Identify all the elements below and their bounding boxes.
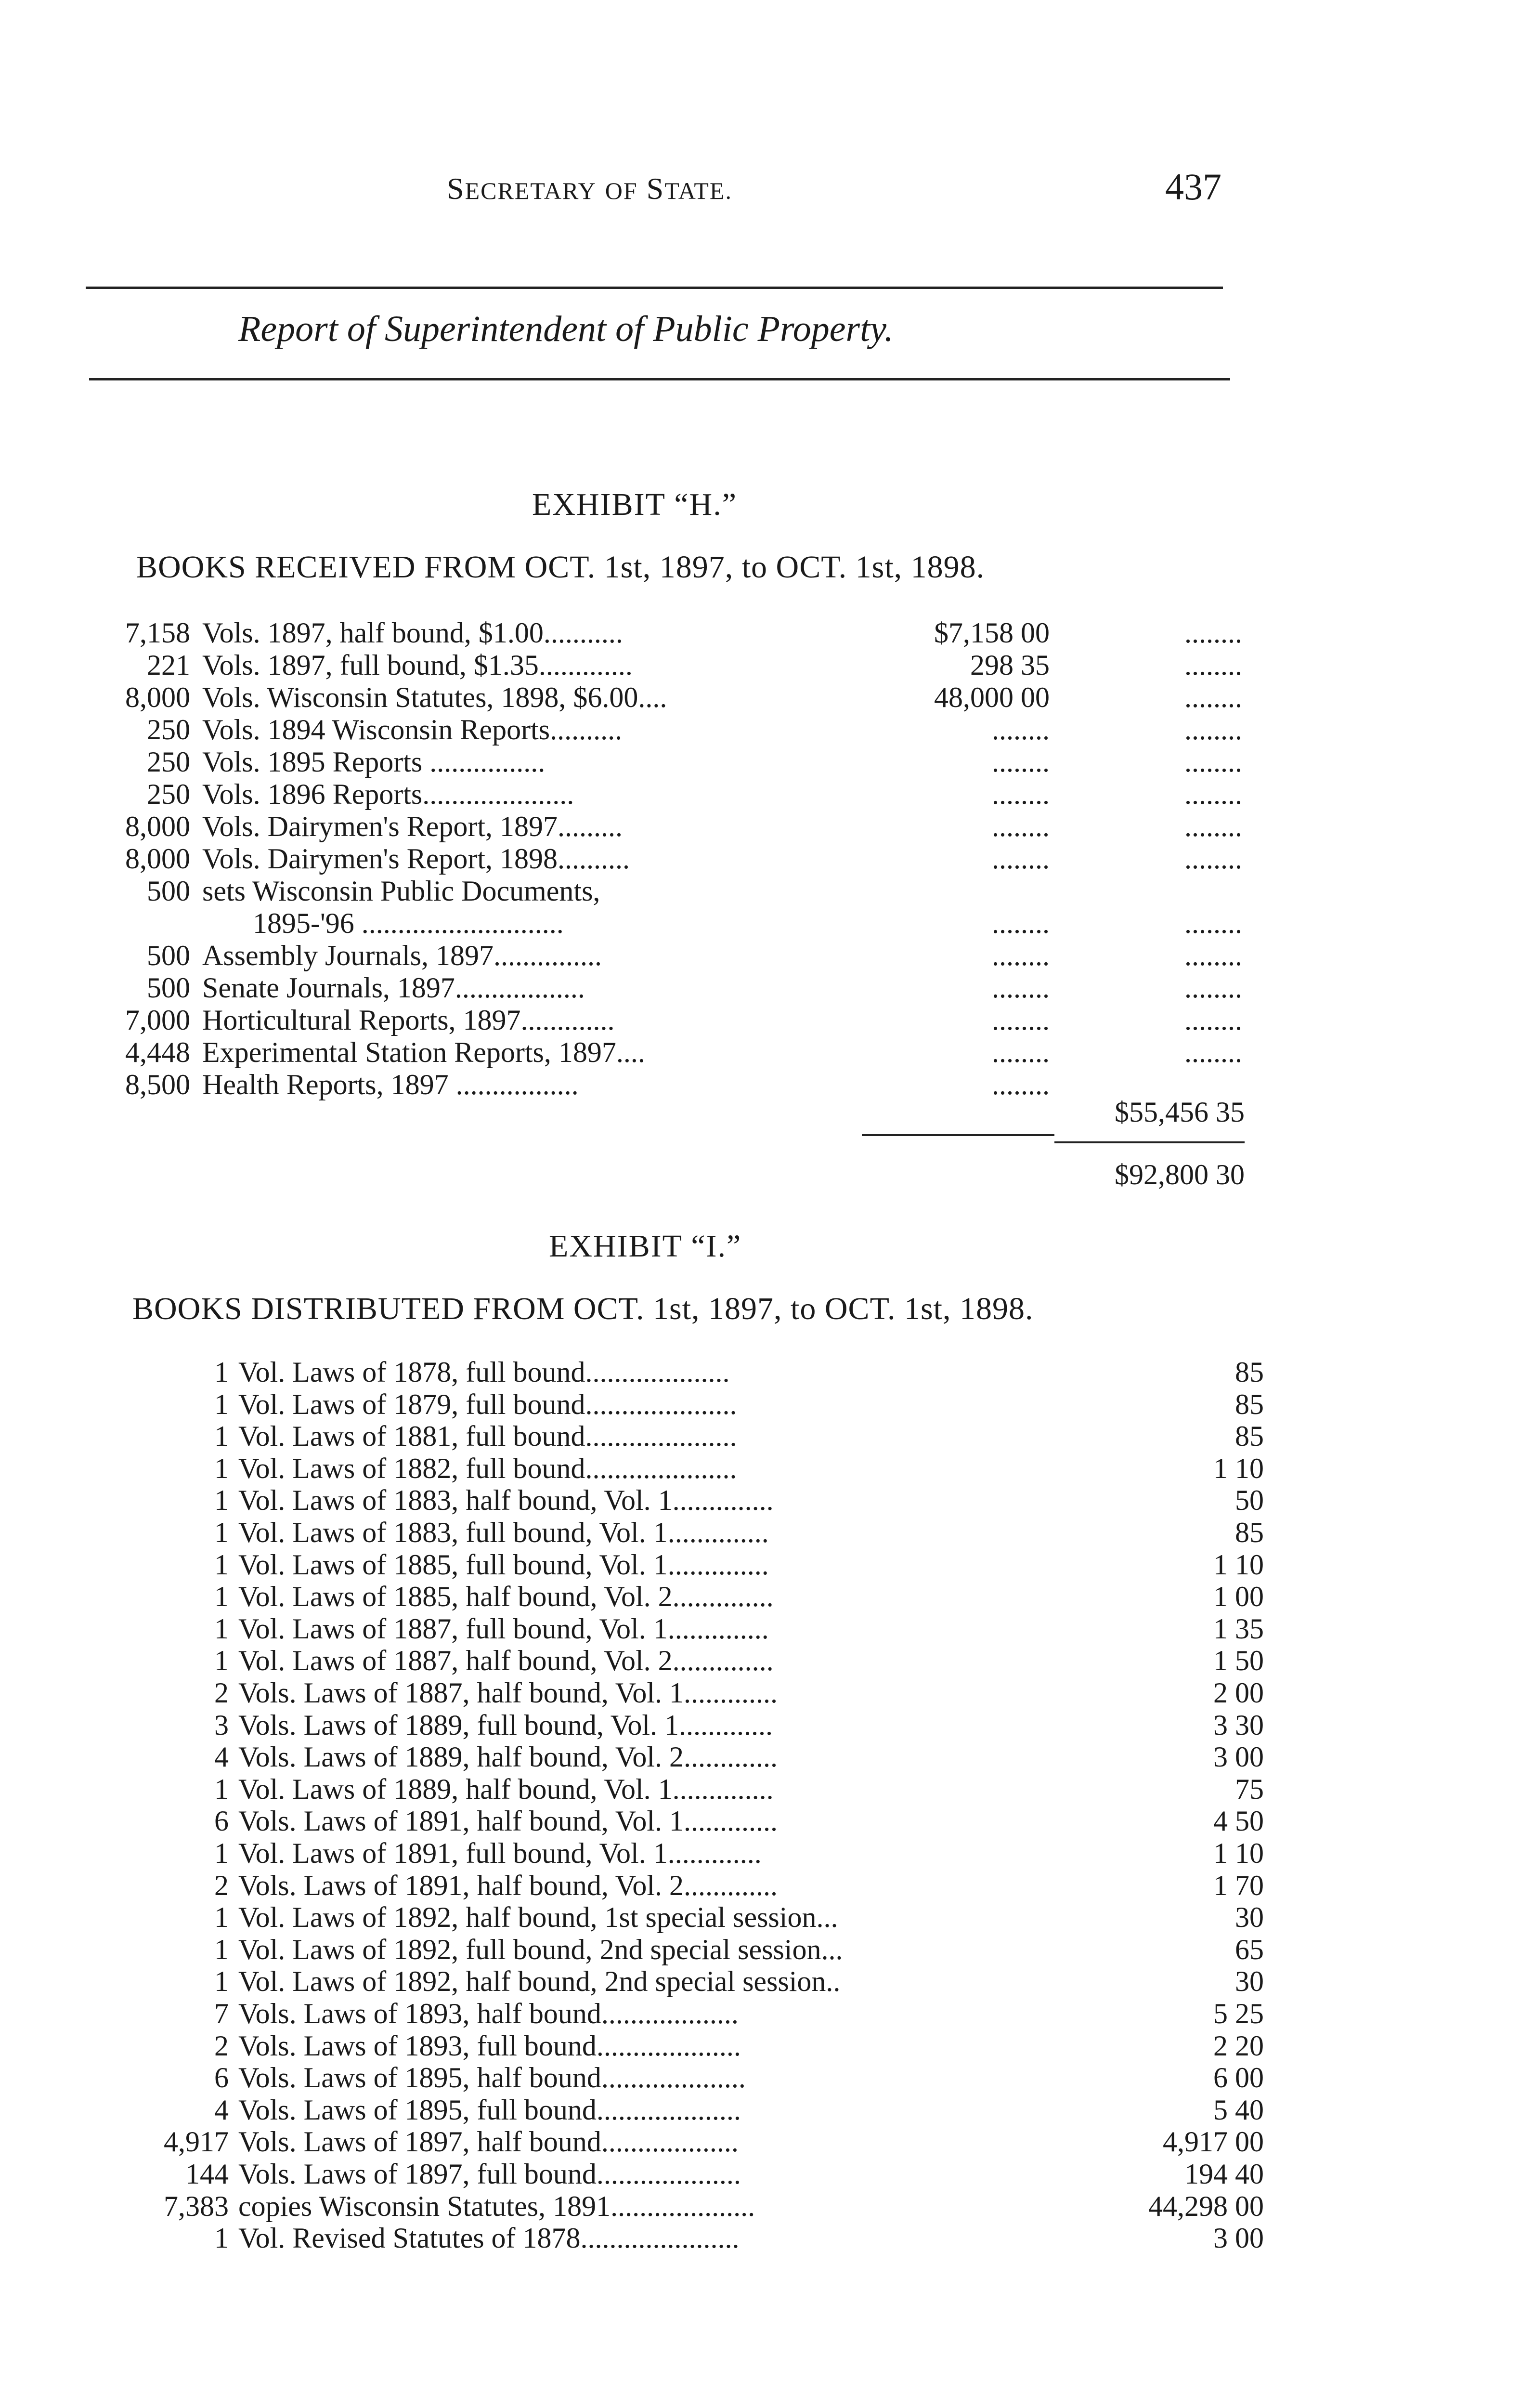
value-cell: ........	[992, 843, 1050, 875]
total-cell: ........	[1184, 649, 1242, 681]
description-cell: Vol. Laws of 1885, half bound, Vol. 2..............	[238, 1581, 774, 1612]
value-cell: ........	[992, 746, 1050, 778]
exhibit-i-row	[0, 1420, 1533, 1453]
amount-cell: 3 30	[1213, 1709, 1264, 1741]
exhibit-i-row	[0, 1933, 1533, 1966]
quantity-cell: 1	[214, 1388, 229, 1420]
quantity-cell: 1	[214, 1356, 229, 1388]
amount-cell: 1 10	[1213, 1837, 1264, 1869]
quantity-cell: 7,000	[125, 1004, 190, 1036]
description-cell: Vol. Laws of 1887, full bound, Vol. 1..............	[238, 1613, 769, 1645]
value-cell: ........	[992, 907, 1050, 939]
amount-cell: 3 00	[1213, 1741, 1264, 1773]
description-cell: Vol. Laws of 1879, full bound.....................	[238, 1388, 737, 1420]
description-cell: 1895-'96 ............................	[253, 907, 564, 939]
exhibit-h-row	[0, 1004, 1533, 1036]
subtotal-rule	[862, 1134, 1054, 1136]
exhibit-i-row	[0, 1676, 1533, 1709]
quantity-cell: 1	[214, 1837, 229, 1869]
description-cell: Vol. Laws of 1889, half bound, Vol. 1..............	[238, 1773, 774, 1805]
quantity-cell: 221	[147, 649, 190, 681]
description-cell: Vols. Wisconsin Statutes, 1898, $6.00....	[202, 681, 667, 713]
quantity-cell: 1	[214, 1645, 229, 1676]
description-cell: Vol. Laws of 1883, half bound, Vol. 1..............	[238, 1484, 774, 1516]
description-cell: Vols. Dairymen's Report, 1897.........	[202, 811, 623, 842]
description-cell: Vols. Laws of 1893, half bound...................	[238, 1998, 739, 2029]
exhibit-i-row	[0, 1837, 1533, 1870]
quantity-cell: 250	[147, 778, 190, 810]
exhibit-i-row	[0, 2190, 1533, 2223]
amount-cell: 1 70	[1213, 1870, 1264, 1901]
description-cell: Vols. Laws of 1889, half bound, Vol. 2.............	[238, 1741, 778, 1773]
quantity-cell: 2	[214, 2030, 229, 2062]
quantity-cell: 1	[214, 1549, 229, 1581]
exhibit-h-title: BOOKS RECEIVED FROM OCT. 1st, 1897, to OCT. 1st, 1898.	[136, 550, 985, 585]
amount-cell: 5 25	[1213, 1998, 1264, 2029]
quantity-cell: 3	[214, 1709, 229, 1741]
exhibit-i-row	[0, 1741, 1533, 1773]
amount-cell: 85	[1235, 1420, 1264, 1452]
header-word-secretary: ECRETARY	[465, 177, 597, 204]
exhibit-i-row	[0, 2222, 1533, 2254]
description-cell: Vols. Dairymen's Report, 1898..........	[202, 843, 630, 875]
total-rule	[1054, 1141, 1245, 1143]
description-cell: Vol. Laws of 1892, half bound, 2nd special session..	[238, 1965, 841, 1997]
amount-cell: 1 50	[1213, 1645, 1264, 1676]
amount-cell: 50	[1235, 1484, 1264, 1516]
header-word-state: TATE.	[664, 177, 732, 204]
total-cell: ........	[1184, 617, 1242, 649]
amount-cell: 75	[1235, 1773, 1264, 1805]
quantity-cell: 1	[214, 1901, 229, 1933]
quantity-cell: 7	[214, 1998, 229, 2029]
value-cell: $7,158 00	[934, 617, 1050, 649]
quantity-cell: 4	[214, 2094, 229, 2126]
exhibit-i-row	[0, 2029, 1533, 2062]
value-cell: ........	[992, 1036, 1050, 1068]
value-cell: ........	[992, 714, 1050, 746]
exhibit-i-row	[0, 1548, 1533, 1581]
value-cell: ........	[992, 811, 1050, 842]
value-cell: ........	[992, 778, 1050, 810]
description-cell: Vol. Laws of 1883, full bound, Vol. 1..............	[238, 1517, 769, 1548]
description-cell: Vols. Laws of 1893, full bound....................	[238, 2030, 741, 2062]
quantity-cell: 1	[214, 1773, 229, 1805]
description-cell: Vols. Laws of 1889, full bound, Vol. 1.............	[238, 1709, 773, 1741]
amount-cell: 194 40	[1184, 2158, 1264, 2190]
description-cell: sets Wisconsin Public Documents,	[202, 875, 600, 907]
description-cell: Vols. 1894 Wisconsin Reports..........	[202, 714, 623, 746]
quantity-cell: 1	[214, 2222, 229, 2254]
amount-cell: 5 40	[1213, 2094, 1264, 2126]
quantity-cell: 1	[214, 1420, 229, 1452]
header-initial-s: S	[447, 171, 465, 206]
description-cell: Vols. Laws of 1897, full bound....................	[238, 2158, 741, 2190]
amount-cell: 30	[1235, 1965, 1264, 1997]
exhibit-i-row	[0, 2125, 1533, 2158]
description-cell: Vols. 1896 Reports.....................	[202, 778, 574, 810]
amount-cell: 4 50	[1213, 1805, 1264, 1837]
amount-cell: 2 00	[1213, 1677, 1264, 1709]
description-cell: Vol. Laws of 1882, full bound.....................	[238, 1453, 737, 1484]
amount-cell: 44,298 00	[1148, 2190, 1264, 2222]
description-cell: Senate Journals, 1897..................	[202, 972, 585, 1004]
page-number: 437	[1165, 166, 1221, 208]
description-cell: Vol. Laws of 1892, full bound, 2nd special session...	[238, 1934, 843, 1965]
exhibit-h-row	[0, 939, 1533, 972]
amount-cell: 1 35	[1213, 1613, 1264, 1645]
exhibit-i-row	[0, 2158, 1533, 2190]
quantity-cell: 8,500	[125, 1069, 190, 1100]
quantity-cell: 250	[147, 746, 190, 778]
value-cell: ........	[992, 1069, 1050, 1100]
description-cell: Vol. Laws of 1891, full bound, Vol. 1.............	[238, 1837, 762, 1869]
exhibit-i-heading: EXHIBIT “I.”	[549, 1229, 742, 1264]
total-cell: ........	[1184, 714, 1242, 746]
amount-cell: 6 00	[1213, 2062, 1264, 2094]
quantity-cell: 144	[185, 2158, 229, 2190]
description-cell: Vol. Revised Statutes of 1878......................	[238, 2222, 740, 2254]
quantity-cell: 7,158	[125, 617, 190, 649]
exhibit-i-row	[0, 1805, 1533, 1837]
total-cell: ........	[1184, 746, 1242, 778]
exhibit-i-row	[0, 1516, 1533, 1549]
top-rule	[86, 287, 1223, 289]
amount-cell: 85	[1235, 1356, 1264, 1388]
amount-cell: 4,917 00	[1163, 2126, 1264, 2158]
total-cell: ........	[1184, 681, 1242, 713]
exhibit-i-row	[0, 1997, 1533, 2030]
exhibit-i-row	[0, 1388, 1533, 1421]
description-cell: Vols. Laws of 1887, half bound, Vol. 1.............	[238, 1677, 778, 1709]
quantity-cell: 1	[214, 1453, 229, 1484]
description-cell: Vols. 1897, half bound, $1.00...........	[202, 617, 623, 649]
value-cell: ........	[992, 1004, 1050, 1036]
quantity-cell: 1	[214, 1517, 229, 1548]
amount-cell: 3 00	[1213, 2222, 1264, 2254]
quantity-cell: 4,917	[164, 2126, 229, 2158]
exhibit-h-row	[0, 810, 1533, 843]
exhibit-h-row	[0, 616, 1533, 649]
exhibit-h-row	[0, 971, 1533, 1004]
header-initial-s2: S	[646, 171, 665, 206]
description-cell: Health Reports, 1897 .................	[202, 1069, 579, 1100]
total-cell: ........	[1184, 907, 1242, 939]
description-cell: copies Wisconsin Statutes, 1891....................	[238, 2190, 755, 2222]
total-cell: ........	[1184, 940, 1242, 971]
description-cell: Assembly Journals, 1897...............	[202, 940, 602, 971]
quantity-cell: 2	[214, 1870, 229, 1901]
amount-cell: 2 20	[1213, 2030, 1264, 2062]
exhibit-h-row	[0, 842, 1533, 875]
exhibit-h-row	[0, 746, 1533, 778]
quantity-cell: 6	[214, 1805, 229, 1837]
exhibit-h-subtotal: $55,456 35	[1115, 1096, 1245, 1128]
subtitle-rule	[89, 378, 1230, 380]
exhibit-h-row	[0, 681, 1533, 714]
report-subtitle: Report of Superintendent of Public Property.	[238, 309, 894, 349]
total-cell: ........	[1184, 811, 1242, 842]
description-cell: Vol. Laws of 1881, full bound.....................	[238, 1420, 737, 1452]
description-cell: Vols. 1897, full bound, $1.35.............	[202, 649, 633, 681]
quantity-cell: 4,448	[125, 1036, 190, 1068]
total-cell: ........	[1184, 778, 1242, 810]
description-cell: Vol. Laws of 1887, half bound, Vol. 2..............	[238, 1645, 774, 1676]
amount-cell: 85	[1235, 1388, 1264, 1420]
quantity-cell: 500	[147, 972, 190, 1004]
total-cell: ........	[1184, 972, 1242, 1004]
exhibit-i-row	[0, 1965, 1533, 1998]
value-cell: ........	[992, 940, 1050, 971]
amount-cell: 85	[1235, 1517, 1264, 1548]
amount-cell: 1 10	[1213, 1453, 1264, 1484]
exhibit-i-row	[0, 1869, 1533, 1902]
quantity-cell: 2	[214, 1677, 229, 1709]
exhibit-i-row	[0, 1452, 1533, 1485]
description-cell: Vol. Laws of 1885, full bound, Vol. 1..............	[238, 1549, 769, 1581]
exhibit-h-row	[0, 875, 1533, 907]
header-word-of: OF	[605, 177, 638, 204]
quantity-cell: 8,000	[125, 843, 190, 875]
exhibit-h-row	[0, 713, 1533, 746]
exhibit-h-row	[0, 907, 1533, 940]
amount-cell: 1 10	[1213, 1549, 1264, 1581]
exhibit-h-total: $92,800 30	[1115, 1159, 1245, 1191]
total-cell: ........	[1184, 843, 1242, 875]
exhibit-i-row	[0, 1901, 1533, 1934]
quantity-cell: 250	[147, 714, 190, 746]
description-cell: Experimental Station Reports, 1897....	[202, 1036, 645, 1068]
exhibit-i-title: BOOKS DISTRIBUTED FROM OCT. 1st, 1897, to OCT. 1st, 1898.	[132, 1291, 1034, 1326]
description-cell: Vols. Laws of 1897, half bound...................	[238, 2126, 739, 2158]
quantity-cell: 1	[214, 1965, 229, 1997]
total-cell: ........	[1184, 1036, 1242, 1068]
exhibit-i-row	[0, 1580, 1533, 1613]
value-cell: ........	[992, 972, 1050, 1004]
exhibit-h-row	[0, 1068, 1533, 1101]
value-cell: 48,000 00	[934, 681, 1050, 713]
exhibit-i-row	[0, 1773, 1533, 1806]
amount-cell: 65	[1235, 1934, 1264, 1965]
quantity-cell: 4	[214, 1741, 229, 1773]
exhibit-i-row	[0, 1484, 1533, 1517]
quantity-cell: 7,383	[164, 2190, 229, 2222]
value-cell: 298 35	[970, 649, 1050, 681]
quantity-cell: 1	[214, 1581, 229, 1612]
quantity-cell: 1	[214, 1934, 229, 1965]
amount-cell: 1 00	[1213, 1581, 1264, 1612]
description-cell: Vol. Laws of 1878, full bound....................	[238, 1356, 730, 1388]
description-cell: Vols. Laws of 1895, half bound....................	[238, 2062, 746, 2094]
quantity-cell: 6	[214, 2062, 229, 2094]
running-header	[447, 171, 732, 207]
exhibit-h-row	[0, 1036, 1533, 1069]
total-cell: ........	[1184, 1004, 1242, 1036]
quantity-cell: 8,000	[125, 811, 190, 842]
exhibit-i-row	[0, 2094, 1533, 2126]
quantity-cell: 8,000	[125, 681, 190, 713]
exhibit-h-row	[0, 778, 1533, 811]
description-cell: Vols. Laws of 1891, half bound, Vol. 1.............	[238, 1805, 778, 1837]
description-cell: Vols. Laws of 1891, half bound, Vol. 2.............	[238, 1870, 778, 1901]
description-cell: Vols. 1895 Reports ................	[202, 746, 546, 778]
exhibit-i-row	[0, 1612, 1533, 1645]
quantity-cell: 500	[147, 875, 190, 907]
exhibit-i-row	[0, 1644, 1533, 1677]
description-cell: Horticultural Reports, 1897.............	[202, 1004, 615, 1036]
description-cell: Vol. Laws of 1892, half bound, 1st special session...	[238, 1901, 838, 1933]
amount-cell: 30	[1235, 1901, 1264, 1933]
quantity-cell: 500	[147, 940, 190, 971]
description-cell: Vols. Laws of 1895, full bound....................	[238, 2094, 741, 2126]
exhibit-h-heading: EXHIBIT “H.”	[532, 487, 737, 522]
quantity-cell: 1	[214, 1484, 229, 1516]
exhibit-h-row	[0, 649, 1533, 681]
exhibit-i-row	[0, 1356, 1533, 1388]
exhibit-i-row	[0, 1709, 1533, 1741]
exhibit-i-row	[0, 2061, 1533, 2094]
quantity-cell: 1	[214, 1613, 229, 1645]
